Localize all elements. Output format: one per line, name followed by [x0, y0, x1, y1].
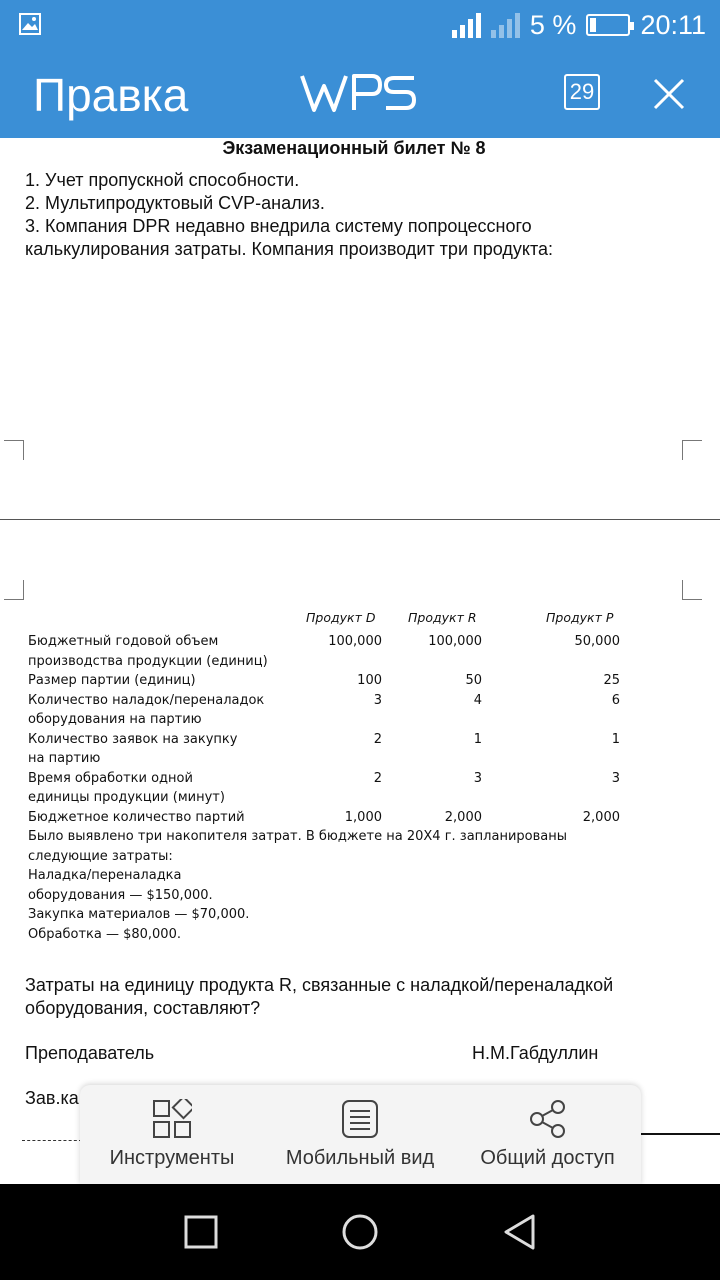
- wps-logo: [300, 72, 418, 114]
- question-line: 3. Компания DPR недавно внедрила систему попроцессного: [25, 216, 532, 236]
- pages-button[interactable]: 29: [564, 74, 600, 110]
- column-header: Продукт P: [546, 610, 614, 625]
- mobile-view-icon: [340, 1099, 380, 1139]
- cell-value: 3: [473, 770, 482, 786]
- clock: 20:11: [640, 9, 706, 40]
- signature-line: [640, 1133, 720, 1135]
- note-line: следующие затраты:: [28, 848, 173, 864]
- close-icon[interactable]: [652, 77, 686, 111]
- table-row: [28, 632, 628, 671]
- row-label: Количество наладок/переналадок: [28, 692, 265, 708]
- row-label: на партию: [28, 751, 101, 766]
- cell-value: 3: [611, 770, 620, 786]
- teacher-label: Преподаватель: [25, 1043, 155, 1063]
- cell-value: 1: [473, 731, 482, 747]
- row-label: Размер партии (единиц): [28, 673, 196, 688]
- products-table: [28, 610, 628, 944]
- status-bar: [0, 0, 720, 50]
- page-corner-mark: [4, 580, 24, 600]
- row-label: Бюджетный годовой объем: [28, 634, 219, 649]
- teacher-name: Н.М.Габдуллин: [472, 1043, 599, 1063]
- bottom-toolbar: [80, 1085, 641, 1185]
- row-label: единицы продукции (минут): [28, 790, 225, 805]
- mobile-view-button[interactable]: [275, 1085, 445, 1185]
- toolbar-label: Инструменты: [109, 1147, 235, 1169]
- table-row: [28, 808, 628, 828]
- share-icon: [528, 1099, 568, 1139]
- note-line: Обработка — $80,000.: [28, 926, 181, 942]
- question-line: 1. Учет пропускной способности.: [25, 170, 300, 190]
- tools-button[interactable]: [92, 1085, 252, 1185]
- table-row: [28, 671, 628, 691]
- head-label: Зав.ка: [25, 1088, 79, 1108]
- cell-value: 1: [611, 731, 620, 747]
- note-line: Наладка/переналадка: [28, 868, 182, 883]
- column-header: Продукт D: [306, 610, 376, 625]
- navigation-bar: [0, 1184, 720, 1280]
- cell-value: 3: [373, 692, 382, 708]
- row-label: Время обработки одной: [28, 770, 193, 786]
- app-header: [0, 50, 720, 138]
- page-corner-mark: [682, 580, 702, 600]
- home-icon[interactable]: [340, 1212, 380, 1252]
- cell-value: 100,000: [328, 634, 382, 649]
- share-button[interactable]: [470, 1085, 625, 1185]
- recent-apps-icon[interactable]: [181, 1212, 221, 1252]
- cell-value: 2: [373, 770, 382, 786]
- cell-value: 4: [473, 692, 482, 708]
- gallery-icon: [18, 12, 42, 36]
- table-row: [28, 730, 628, 769]
- tools-grid-icon: [152, 1099, 192, 1139]
- cell-value: 100,000: [428, 634, 482, 649]
- note-line: оборудования — $150,000.: [28, 887, 213, 903]
- note-line: Закупка материалов — $70,000.: [28, 907, 250, 922]
- column-header: Продукт R: [408, 610, 477, 625]
- cell-value: 2: [373, 731, 382, 747]
- document-view[interactable]: [0, 138, 720, 1184]
- battery-percent: 5 %: [529, 9, 577, 40]
- document-title: Экзаменационный билет № 8: [222, 138, 486, 158]
- cell-value: 2,000: [582, 809, 620, 825]
- no-signal-icon: [491, 12, 520, 38]
- question-text: Затраты на единицу продукта R, связанные с наладкой/переналадкой оборудования, составляют?: [25, 975, 614, 1018]
- signal-icon: [452, 12, 481, 38]
- row-label: Бюджетное количество партий: [28, 809, 245, 825]
- cell-value: 100: [357, 673, 382, 688]
- cell-value: 50: [465, 673, 482, 688]
- back-icon[interactable]: [500, 1212, 540, 1252]
- note-line: Было выявлено три накопителя затрат. В бюджете на 20Х4 г. запланированы: [28, 829, 567, 844]
- table-header: [28, 610, 628, 632]
- battery-charging-icon: [586, 14, 630, 36]
- page-divider: [0, 519, 720, 520]
- cost-note: [28, 827, 588, 944]
- row-label: производства продукции (единиц): [28, 653, 268, 669]
- page-corner-mark: [682, 440, 702, 460]
- question-list: [25, 169, 553, 261]
- table-row: [28, 691, 628, 730]
- cell-value: 1,000: [344, 809, 382, 825]
- row-label: оборудования на партию: [28, 712, 202, 727]
- cell-value: 25: [603, 673, 620, 688]
- cell-value: 2,000: [444, 809, 482, 825]
- question-line: 2. Мультипродуктовый CVP-анализ.: [25, 193, 325, 213]
- page-corner-mark: [4, 440, 24, 460]
- toolbar-label: Общий доступ: [480, 1147, 615, 1169]
- toolbar-label: Мобильный вид: [285, 1147, 435, 1169]
- table-row: [28, 769, 628, 808]
- cell-value: 6: [611, 692, 620, 708]
- cell-value: 50,000: [574, 634, 620, 649]
- edit-button[interactable]: Правка: [33, 69, 189, 121]
- signature-dots: [22, 1140, 82, 1141]
- row-label: Количество заявок на закупку: [28, 731, 238, 747]
- question-line: калькулирования затраты. Компания производит три продукта:: [25, 239, 554, 259]
